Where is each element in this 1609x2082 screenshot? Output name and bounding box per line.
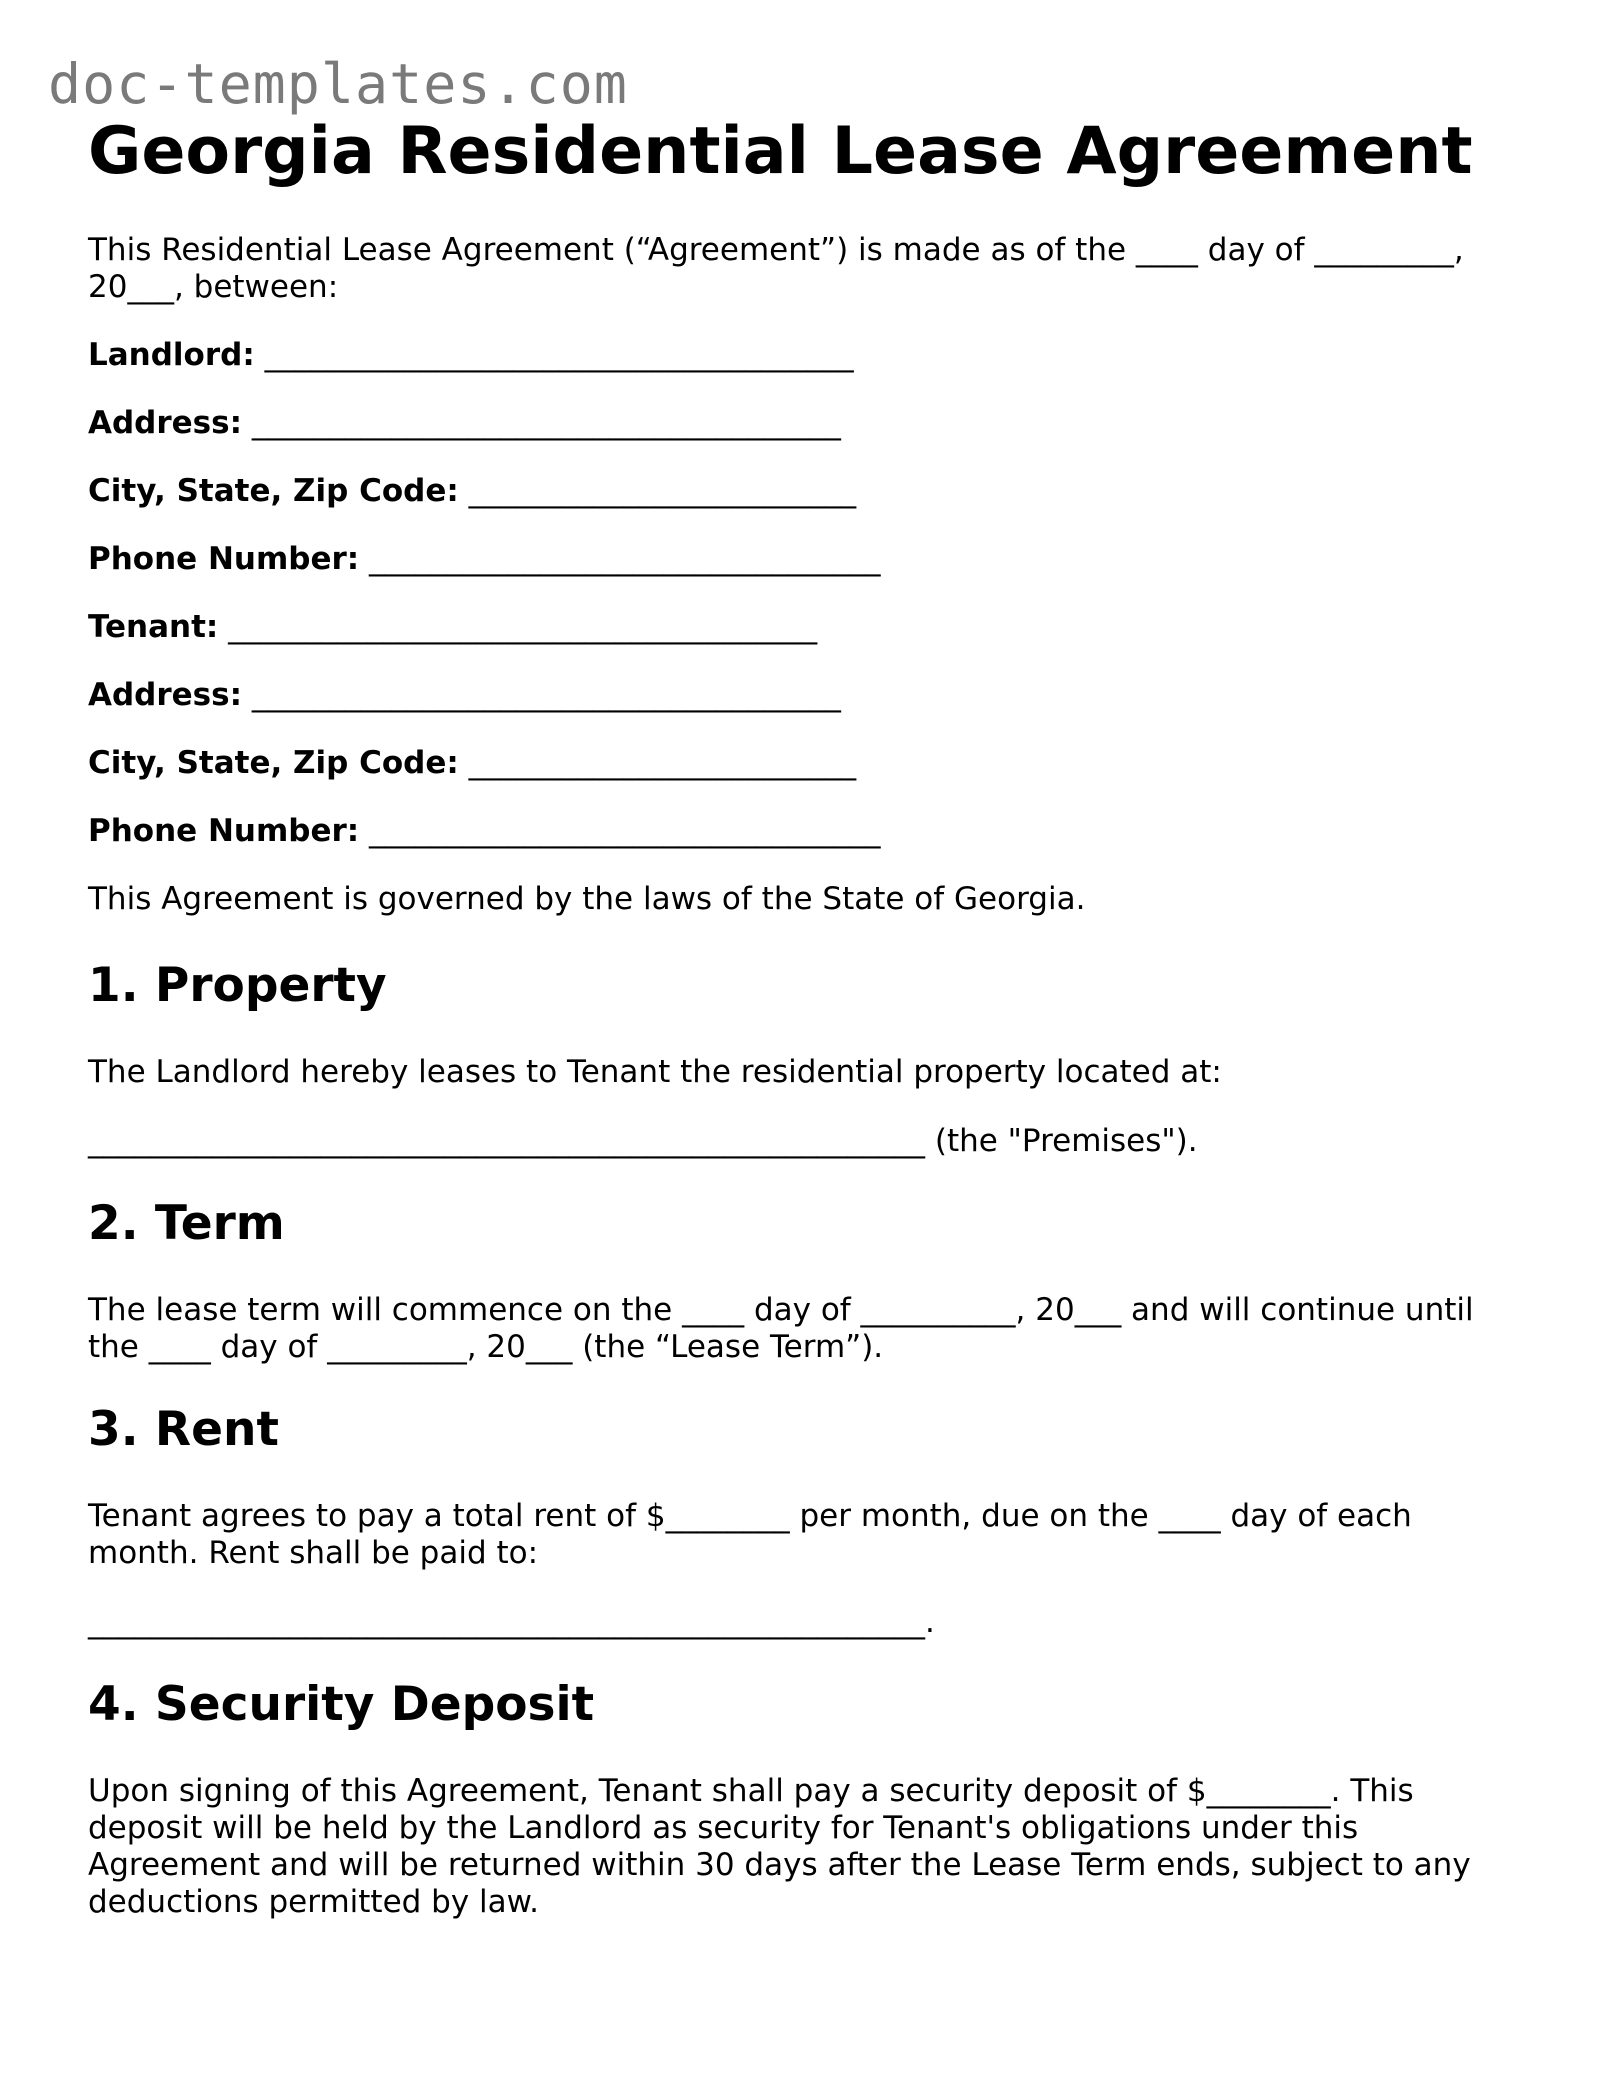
landlord-address-blank[interactable]: ______________________________________ <box>242 405 841 441</box>
section-term-heading: 2. Term <box>88 1196 285 1251</box>
document-page <box>88 108 1528 1921</box>
tenant-phone-field[interactable] <box>88 813 1528 850</box>
landlord-phone-label: Phone Number: <box>88 541 360 577</box>
section-property-text: The Landlord hereby leases to Tenant the residential property located at: <box>88 1054 1222 1090</box>
tenant-address-label: Address: <box>88 677 242 713</box>
tenant-name-blank[interactable]: ______________________________________ <box>218 609 818 645</box>
tenant-name-field[interactable] <box>88 609 1528 646</box>
section-deposit-heading: 4. Security Deposit <box>88 1677 595 1732</box>
landlord-city-label: City, State, Zip Code: <box>88 473 459 509</box>
tenant-city-label: City, State, Zip Code: <box>88 745 459 781</box>
section-property-heading: 1. Property <box>88 958 387 1013</box>
rent-payee-blank-line[interactable]: ______________________________________________________. <box>88 1604 935 1640</box>
tenant-city-blank[interactable]: _________________________ <box>458 745 857 781</box>
landlord-city-blank[interactable]: _________________________ <box>458 473 857 509</box>
tenant-name-label: Tenant: <box>88 609 219 645</box>
section-rent-heading: 3. Rent <box>88 1402 279 1457</box>
watermark: doc-templates.com <box>48 52 628 116</box>
landlord-phone-blank[interactable]: _________________________________ <box>359 541 881 577</box>
tenant-phone-label: Phone Number: <box>88 813 360 849</box>
tenant-city-field[interactable] <box>88 745 1528 782</box>
landlord-name-blank[interactable]: ______________________________________ <box>254 337 854 373</box>
tenant-phone-blank[interactable]: _________________________________ <box>359 813 881 849</box>
section-rent-text: Tenant agrees to pay a total rent of $________ per month, due on the ____ day of each month. Rent shall be paid to: <box>88 1498 1412 1571</box>
document-title: Georgia Residential Lease Agreement <box>88 114 1473 189</box>
landlord-address-label: Address: <box>88 405 242 441</box>
tenant-address-field[interactable] <box>88 677 1528 714</box>
landlord-phone-field[interactable] <box>88 541 1528 578</box>
landlord-address-field[interactable] <box>88 405 1528 442</box>
section-term-text: The lease term will commence on the ____ day of __________, 20___ and will continue until the ____ day of _________, 20___ (the “Lease Term”). <box>88 1292 1474 1365</box>
landlord-name-field[interactable] <box>88 337 1528 374</box>
premises-blank-line[interactable]: ______________________________________________________ (the "Premises"). <box>88 1123 1198 1159</box>
section-deposit-text: Upon signing of this Agreement, Tenant shall pay a security deposit of $________. This deposit will be held by the Landlord as security for Tenant's obligations under this Agreement and will be returned within 30 days after the Lease Term ends, subject to any deductions permitted by law. <box>88 1773 1471 1920</box>
landlord-city-field[interactable] <box>88 473 1528 510</box>
governing-law-text: This Agreement is governed by the laws of the State of Georgia. <box>88 881 1086 917</box>
intro-paragraph: This Residential Lease Agreement (“Agreement”) is made as of the ____ day of _________, 20___, between: <box>88 232 1464 305</box>
landlord-name-label: Landlord: <box>88 337 255 373</box>
tenant-address-blank[interactable]: ______________________________________ <box>242 677 841 713</box>
